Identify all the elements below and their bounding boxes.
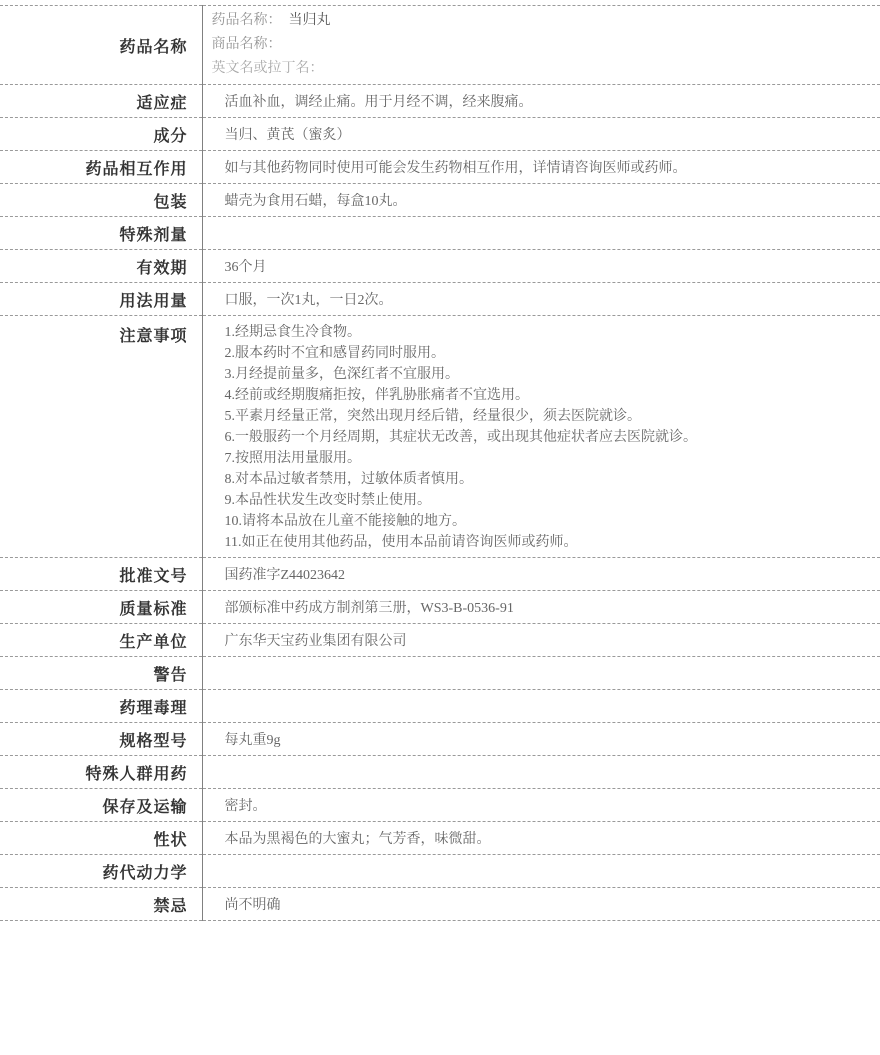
table-row-description (0, 822, 880, 855)
row-label-shelf-life: 有效期 (0, 250, 202, 283)
table-row-indications (0, 85, 880, 118)
row-value-approval-number: 国药准字Z44023642 (202, 558, 880, 591)
row-label-warning: 警告 (0, 657, 202, 690)
row-value-ingredients: 当归、黄芪（蜜炙） (202, 118, 880, 151)
row-label-storage: 保存及运输 (0, 789, 202, 822)
precaution-item: 2.服本药时不宜和感冒药同时服用。 (225, 343, 871, 364)
latin-name-prefix: 英文名或拉丁名： (212, 61, 324, 76)
row-label-special-dosage: 特殊剂量 (0, 217, 202, 250)
precaution-item: 3.月经提前量多，色深红者不宜服用。 (225, 364, 871, 385)
precaution-item: 9.本品性状发生改变时禁止使用。 (225, 490, 871, 511)
precaution-item: 7.按照用法用量服用。 (225, 448, 871, 469)
row-label-ingredients: 成分 (0, 118, 202, 151)
row-label-contraindications: 禁忌 (0, 888, 202, 921)
table-row-ingredients (0, 118, 880, 151)
drug-name-prefix: 药品名称： (212, 13, 282, 28)
row-value-pharmacokinetics (202, 855, 880, 888)
precaution-item: 5.平素月经量正常，突然出现月经后错，经量很少，须去医院就诊。 (225, 406, 871, 427)
table-row-dosage (0, 283, 880, 316)
row-label-interactions: 药品相互作用 (0, 151, 202, 184)
latin-name-line (212, 57, 880, 81)
precaution-item: 6.一般服药一个月经周期，其症状无改善，或出现其他症状者应去医院就诊。 (225, 427, 871, 448)
row-value-special-dosage (202, 217, 880, 250)
row-value-interactions: 如与其他药物同时使用可能会发生药物相互作用，详情请咨询医师或药师。 (202, 151, 880, 184)
row-label-indications: 适应症 (0, 85, 202, 118)
table-row-drug-name (0, 6, 880, 85)
row-label-pharmacokinetics: 药代动力学 (0, 855, 202, 888)
row-label-manufacturer: 生产单位 (0, 624, 202, 657)
drug-name-line (212, 9, 880, 33)
table-row-pharmacokinetics (0, 855, 880, 888)
precaution-item: 11.如正在使用其他药品，使用本品前请咨询医师或药师。 (225, 532, 871, 553)
drug-name-value: 当归丸 (289, 13, 331, 28)
table-row-storage (0, 789, 880, 822)
row-label-specification: 规格型号 (0, 723, 202, 756)
row-label-description: 性状 (0, 822, 202, 855)
row-value-indications: 活血补血，调经止痛。用于月经不调，经来腹痛。 (202, 85, 880, 118)
table-row-warning (0, 657, 880, 690)
table-row-interactions (0, 151, 880, 184)
row-value-precautions (202, 316, 880, 558)
row-value-storage: 密封。 (202, 789, 880, 822)
row-value-manufacturer: 广东华天宝药业集团有限公司 (202, 624, 880, 657)
row-value-packaging: 蜡壳为食用石蜡，每盒10丸。 (202, 184, 880, 217)
row-value-shelf-life: 36个月 (202, 250, 880, 283)
row-label-special-population: 特殊人群用药 (0, 756, 202, 789)
row-value-pharmacology (202, 690, 880, 723)
row-label-pharmacology: 药理毒理 (0, 690, 202, 723)
row-value-dosage: 口服，一次1丸，一日2次。 (202, 283, 880, 316)
table-row-specification (0, 723, 880, 756)
table-row-manufacturer (0, 624, 880, 657)
precaution-item: 4.经前或经期腹痛拒按，伴乳胁胀痛者不宜选用。 (225, 385, 871, 406)
row-value-drug-name (202, 6, 880, 85)
table-row-approval-number (0, 558, 880, 591)
precaution-item: 8.对本品过敏者禁用，过敏体质者慎用。 (225, 469, 871, 490)
drug-info-table (0, 5, 880, 921)
table-row-special-population (0, 756, 880, 789)
row-value-specification: 每丸重9g (202, 723, 880, 756)
row-value-description: 本品为黑褐色的大蜜丸；气芳香，味微甜。 (202, 822, 880, 855)
trade-name-prefix: 商品名称： (212, 37, 282, 52)
row-label-approval-number: 批准文号 (0, 558, 202, 591)
table-row-quality-standard (0, 591, 880, 624)
row-label-precautions: 注意事项 (0, 316, 202, 558)
table-row-pharmacology (0, 690, 880, 723)
row-value-warning (202, 657, 880, 690)
row-value-quality-standard: 部颁标准中药成方制剂第三册，WS3-B-0536-91 (202, 591, 880, 624)
table-row-shelf-life (0, 250, 880, 283)
trade-name-line (212, 33, 880, 57)
table-row-special-dosage (0, 217, 880, 250)
row-label-packaging: 包装 (0, 184, 202, 217)
row-label-drug-name: 药品名称 (0, 6, 202, 85)
row-label-quality-standard: 质量标准 (0, 591, 202, 624)
table-row-precautions (0, 316, 880, 558)
table-row-packaging (0, 184, 880, 217)
row-label-dosage: 用法用量 (0, 283, 202, 316)
precaution-item: 1.经期忌食生冷食物。 (225, 322, 871, 343)
table-row-contraindications (0, 888, 880, 921)
row-value-contraindications: 尚不明确 (202, 888, 880, 921)
precaution-item: 10.请将本品放在儿童不能接触的地方。 (225, 511, 871, 532)
row-value-special-population (202, 756, 880, 789)
